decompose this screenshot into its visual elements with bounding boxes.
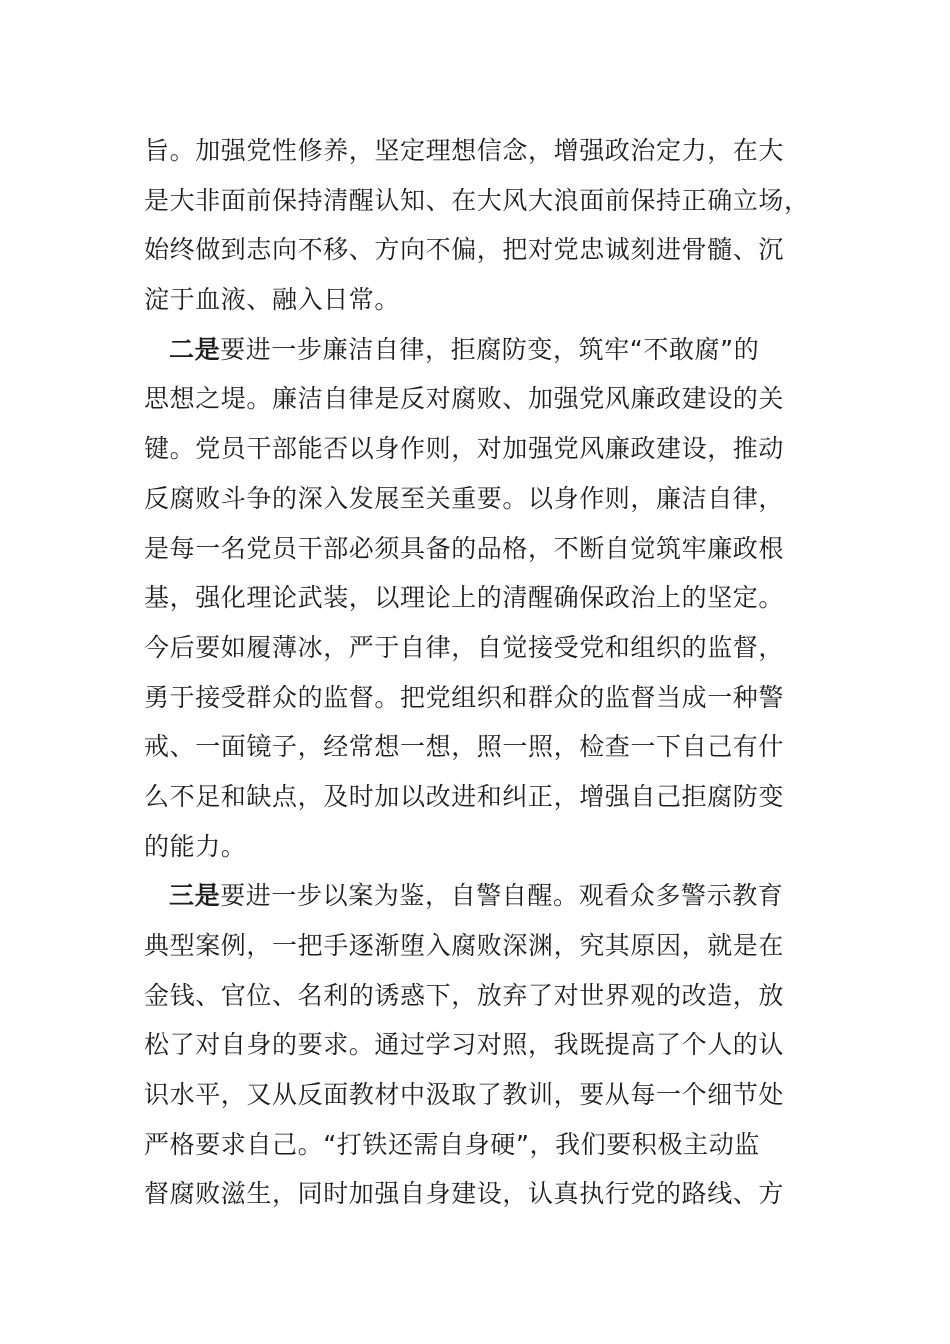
paragraph-2: [144, 325, 814, 872]
text-line: 典型案例，一把手逐渐堕入腐败深渊，究其原因，就是在: [144, 931, 785, 960]
text-line: 的能力。: [144, 831, 247, 861]
text-line: 始终做到志向不移、方向不偏，把对党忠诚刻进骨髓、沉: [144, 235, 785, 265]
text-line: 键。党员干部能否以身作则，对加强党风廉政建设，推动: [144, 434, 785, 464]
paragraph-lead: 二是: [169, 334, 221, 364]
text-line: 基，强化理论武装，以理论上的清醒确保政治上的坚定。: [144, 583, 785, 613]
text-line: 勇于接受群众的监督。把党组织和群众的监督当成一种警: [144, 682, 785, 712]
body-text: [144, 126, 814, 1219]
paragraph-lead: 三是: [169, 881, 221, 911]
first-line-text: 要进一步廉洁自律，拒腐防变，筑牢“不敢腐”的: [220, 334, 760, 364]
text-line: 反腐败斗争的深入发展至关重要。以身作则，廉洁自律，: [144, 483, 785, 513]
text-line: 松了对自身的要求。通过学习对照，我既提高了个人的认: [144, 1030, 785, 1060]
text-line: 旨。加强党性修养，坚定理想信念，增强政治定力，在大: [144, 136, 785, 165]
paragraph-first-line: [144, 871, 814, 921]
paragraph-first-line: [144, 325, 814, 375]
text-line: 是大非面前保持清醒认知、在大风大浪面前保持正确立场，: [144, 185, 810, 215]
first-line-text: 要进一步以案为鉴，自警自醒。观看众多警示教育: [220, 881, 784, 911]
text-line: 么不足和缺点，及时加以改进和纠正，增强自己拒腐防变: [144, 781, 785, 811]
text-line: 金钱、官位、名利的诱惑下，放弃了对世界观的改造，放: [144, 980, 785, 1010]
text-line: 严格要求自己。“打铁还需自身硬”，我们要积极主动监: [144, 1129, 760, 1159]
text-line: 淀于血液、融入日常。: [144, 285, 401, 315]
text-line: 是每一名党员干部必须具备的品格，不断自觉筑牢廉政根: [144, 533, 785, 563]
text-line: 督腐败滋生，同时加强自身建设，认真执行党的路线、方: [144, 1179, 785, 1209]
paragraph-1: [144, 126, 814, 325]
paragraph-3: [144, 871, 814, 1219]
text-line: 戒、一面镜子，经常想一想，照一照，检查一下自己有什: [144, 732, 785, 762]
text-line: 今后要如履薄冰，严于自律，自觉接受党和组织的监督，: [144, 632, 785, 662]
text-line: 识水平，又从反面教材中汲取了教训，要从每一个细节处: [144, 1080, 785, 1110]
text-line: 思想之堤。廉洁自律是反对腐败、加强党风廉政建设的关: [144, 384, 785, 414]
